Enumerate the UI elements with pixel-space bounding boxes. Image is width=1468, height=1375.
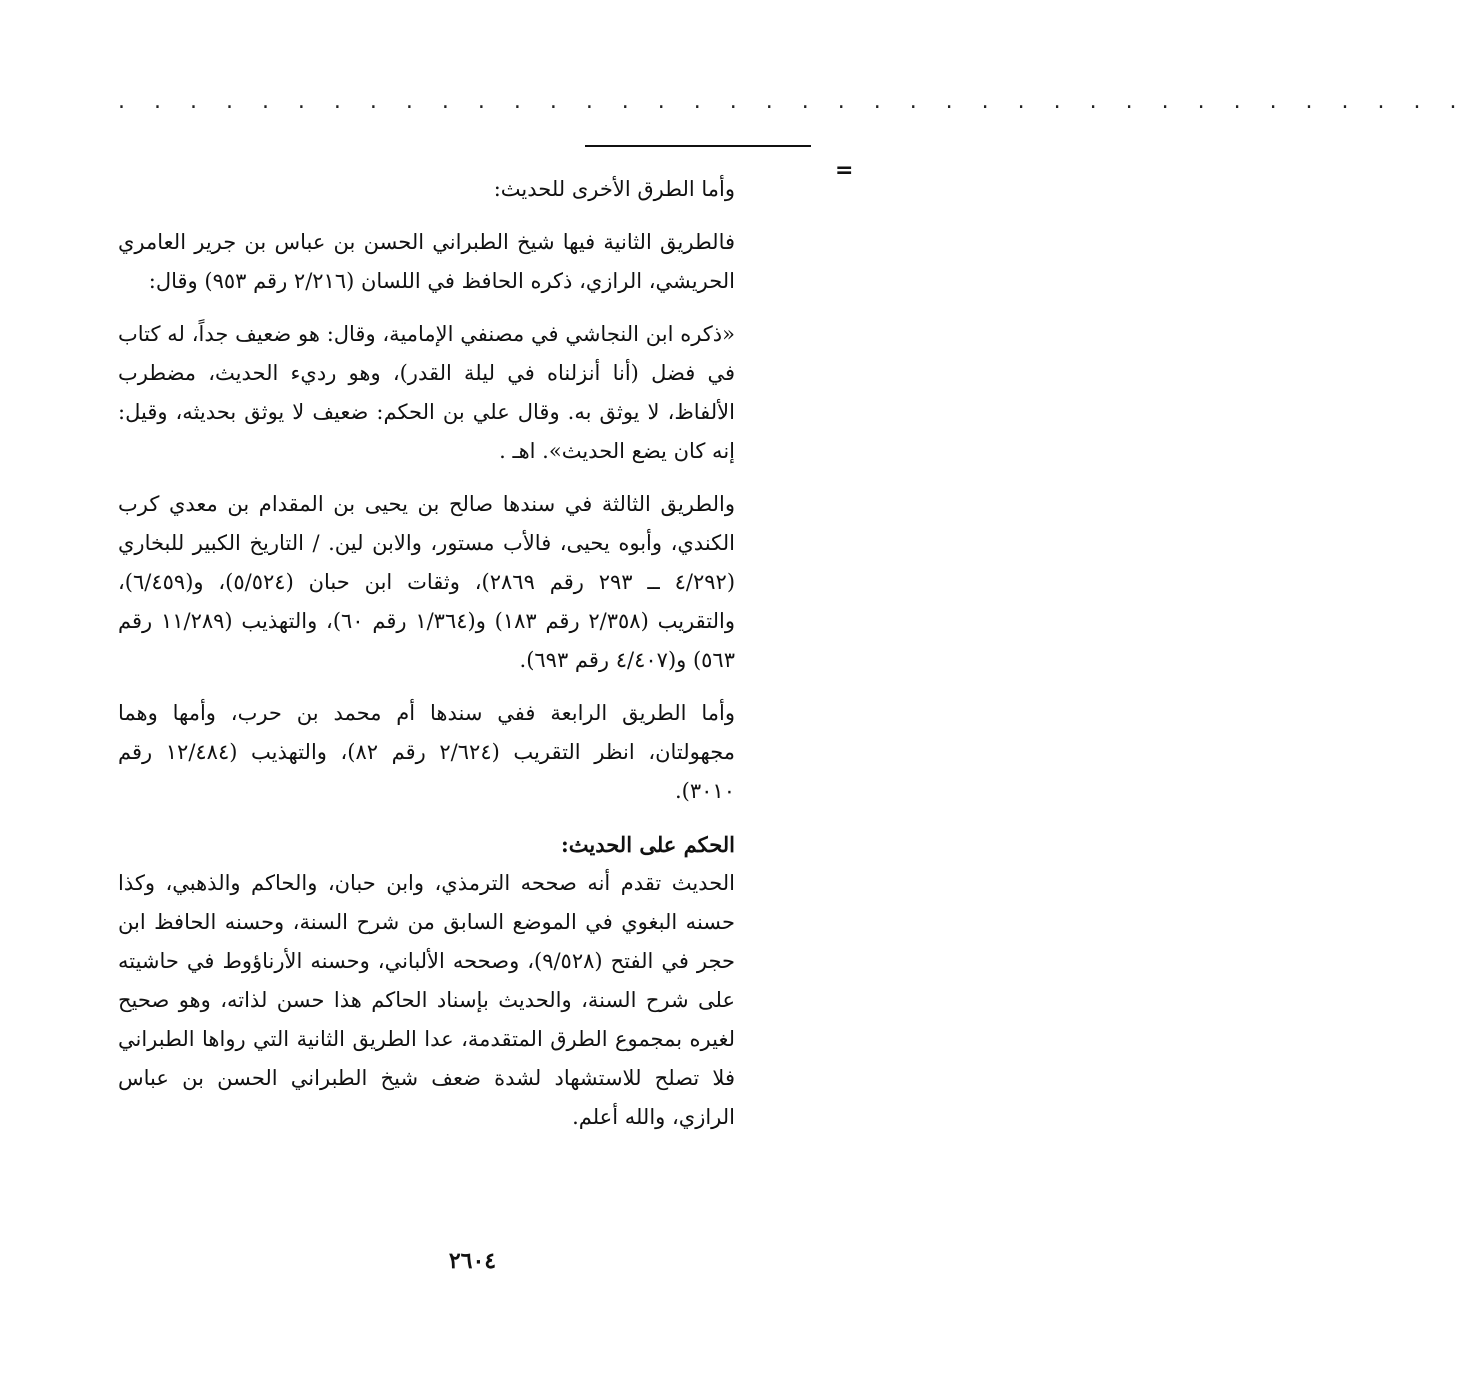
paragraph-fourth-route: وأما الطريق الرابعة ففي سندها أم محمد بن حرب، وأمها وهما مجهولتان، انظر التقريب (٢/٦٢٤ رقم ٨٢)، والتهذيب (١٢/٤٨٤ رقم ٣٠١٠). [118, 701, 735, 803]
paragraph-third-route: والطريق الثالثة في سندها صالح بن يحيى بن المقدام بن معدي كرب الكندي، وأبوه يحيى، فالأب مستور، والابن لين. / التاريخ الكبير للبخاري (٤/٢٩٢ ــ ٢٩٣ رقم ٢٨٦٩)، وثقات ابن حبان (٥/٥٢٤)، و(٦/٤٥٩)، والتقريب (٢/٣٥٨ رقم ١٨٣) و(١/٣٦٤ رقم ٦٠)، والتهذيب (١١/٢٨٩ رقم ٥٦٣) و(٤/٤٠٧ رقم ٦٩٣). [118, 492, 736, 672]
footnote-body [118, 170, 735, 1151]
paragraph-second-route: فالطريق الثانية فيها شيخ الطبراني الحسن بن عباس بن جرير العامري الحريشي، الرازي، ذكره الحافظ في اللسان (٢/٢١٦ رقم ٩٥٣) وقال: [118, 230, 735, 293]
paragraph-other-routes-intro: وأما الطرق الأخرى للحديث: [493, 177, 735, 201]
separator-dots: . . . . . . . . . . . . . . . . . . . . . . . . . . . . . . . . . . . . . . [118, 89, 1468, 114]
paragraph-quote-najashi: «ذكره ابن النجاشي في مصنفي الإمامية، وقال: هو ضعيف جداً، له كتاب في فضل (أنا أنزلناه في ليلة القدر)، وهو رديء الحديث، مضطرب الألفاظ، لا يوثق به. وقال علي بن الحكم: ضعيف لا يوثق بحديثه، وقيل: إنه كان يضع الحديث». اهـ . [118, 322, 735, 463]
footnote-rule [585, 145, 811, 147]
footnote-continuation-mark: = [835, 158, 854, 183]
paragraph-ruling: الحديث تقدم أنه صححه الترمذي، وابن حبان، والحاكم والذهبي، وكذا حسنه البغوي في الموضع السابق من شرح السنة، وحسنه الحافظ ابن حجر في الفتح (٩/٥٢٨)، وصححه الألباني، وحسنه الأرناؤوط في حاشيته على شرح السنة، والحديث بإسناد الحاكم هذا حسن لذاته، وهو صحيح لغيره بمجموع الطرق المتقدمة، عدا الطريق الثانية التي رواها الطبراني فلا تصلح للاستشهاد لشدة ضعف شيخ الطبراني الحسن بن عباس الرازي، والله أعلم. [118, 871, 735, 1129]
section-heading-ruling: الحكم على الحديث: [561, 832, 735, 857]
page-number: ٢٦٠٤ [448, 1248, 497, 1274]
